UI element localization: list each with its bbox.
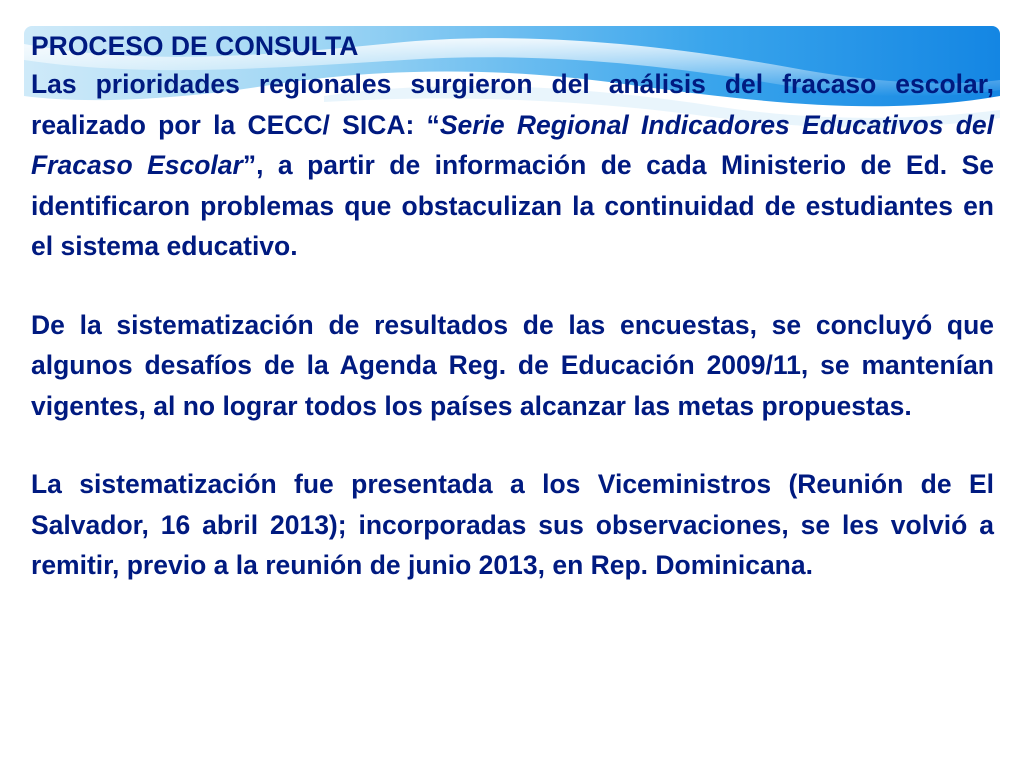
paragraph-1-text: Las prioridades regionales surgieron del análisis del fracaso escolar, realizado por la CECC/ SICA: “ — [31, 69, 994, 140]
paragraph-spacer — [31, 267, 994, 305]
slide-heading: PROCESO DE CONSULTA — [31, 31, 359, 61]
publication-title: Serie Regional Indicadores Educativos del Fracaso Escolar — [31, 109, 994, 180]
paragraph-viceministros: La sistematización fue presentada a los Viceministros (Reunión de El Salvador, 16 abril 2013); incorporadas sus observaciones, se les volvió a remitir, previo a la reunión de junio 2013, en Rep. Dominicana. — [31, 469, 994, 580]
slide-body — [31, 28, 994, 586]
paragraph-1-continuation: ”, a partir de información de cada Ministerio de Ed. Se identificaron problemas que obstaculizan la continuidad de estudiantes en el sistema educativo. — [31, 150, 994, 261]
paragraph-prioridades — [31, 64, 994, 267]
paragraph-sistematizacion-resultados: De la sistematización de resultados de las encuestas, se concluyó que algunos desafíos de la Agenda Reg. de Educación 2009/11, se mantenían vigentes, al no lograr todos los países alcanzar las metas propuestas. — [31, 309, 994, 421]
paragraph-spacer — [31, 426, 994, 464]
